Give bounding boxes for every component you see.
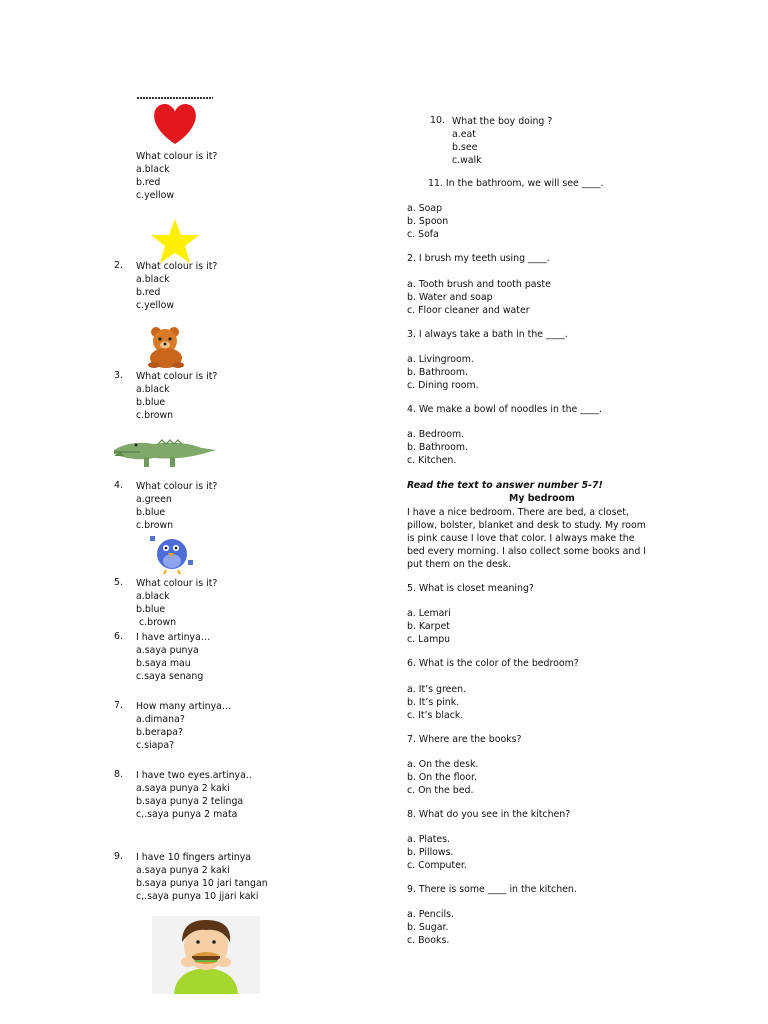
option-c: c.yellow bbox=[136, 300, 175, 311]
question-number-3: 3. bbox=[114, 370, 123, 381]
option-a: a.black bbox=[136, 274, 170, 285]
option-b: b.see bbox=[452, 142, 478, 153]
question-r7: 7. Where are the books? bbox=[407, 734, 522, 745]
heart-icon bbox=[135, 96, 215, 148]
option-b: b. Bathroom. bbox=[407, 367, 468, 378]
question-number-4: 4. bbox=[114, 480, 123, 491]
option-b: b. Karpet bbox=[407, 621, 450, 632]
option-a: a. It’s green. bbox=[407, 684, 467, 695]
option-b: b. Bathroom. bbox=[407, 442, 468, 453]
option-a: a. Plates. bbox=[407, 834, 451, 845]
passage-line: pillow, bolster, blanket and desk to study. My room bbox=[407, 520, 646, 531]
question-r4-options bbox=[407, 428, 468, 467]
question-r2-options bbox=[407, 278, 551, 317]
option-c: c.siapa? bbox=[136, 740, 175, 751]
option-b: b. Pillows. bbox=[407, 847, 454, 858]
option-c: c. Computer. bbox=[407, 860, 467, 871]
question-3: What colour is it? a.black b.blue c.brown bbox=[136, 371, 218, 421]
question-9: I have 10 fingers artinya a.saya punya 2 kaki b.saya punya 10 jari tangan c,.saya punya 10 jjari kaki bbox=[136, 852, 268, 902]
question-1: What colour is it? a.black b.red c.yellow bbox=[136, 151, 218, 201]
option-b: b.saya punya 10 jari tangan bbox=[136, 878, 268, 889]
question-7: How many artinya… a.dimana? b.berapa? c.siapa? bbox=[136, 701, 232, 751]
option-c: c.brown bbox=[136, 617, 177, 628]
option-a: a.dimana? bbox=[136, 714, 185, 725]
option-c: c. Dining room. bbox=[407, 380, 479, 391]
option-b: b.saya mau bbox=[136, 658, 191, 669]
option-b: b. Water and soap bbox=[407, 292, 493, 303]
option-a: a. Bedroom. bbox=[407, 429, 465, 440]
question-number-9: 9. bbox=[114, 851, 123, 862]
option-c: c.brown bbox=[136, 520, 174, 531]
boy-eating-icon bbox=[152, 916, 260, 994]
option-a: a. Soap bbox=[407, 203, 443, 214]
question-2: What colour is it? a.black b.red c.yellow bbox=[136, 261, 218, 311]
option-b: b.saya punya 2 telinga bbox=[136, 796, 244, 807]
option-a: a. Livingroom. bbox=[407, 354, 474, 365]
option-c: c.brown bbox=[136, 410, 174, 421]
option-b: b. On the floor. bbox=[407, 772, 477, 783]
passage-title: My bedroom bbox=[509, 493, 575, 504]
question-11-options bbox=[407, 202, 448, 241]
option-b: b.blue bbox=[136, 507, 166, 518]
option-b: b.blue bbox=[136, 397, 166, 408]
question-5: What colour is it? a.black b.blue c.brown bbox=[136, 578, 218, 628]
question-r2: 2. I brush my teeth using ____. bbox=[407, 253, 550, 264]
option-c: c. Floor cleaner and water bbox=[407, 305, 530, 316]
question-number-2: 2. bbox=[114, 260, 123, 271]
option-a: a.saya punya 2 kaki bbox=[136, 783, 230, 794]
option-b: b. Sugar. bbox=[407, 922, 449, 933]
question-r5-options bbox=[407, 607, 451, 646]
question-number-7: 7. bbox=[114, 700, 123, 711]
option-a: a. Pencils. bbox=[407, 909, 454, 920]
question-8: I have two eyes.artinya.. a.saya punya 2 kaki b.saya punya 2 telinga c,.saya punya 2 mata bbox=[136, 770, 252, 820]
option-a: a.black bbox=[136, 164, 170, 175]
option-c: c.walk bbox=[452, 155, 482, 166]
option-a: a.black bbox=[136, 591, 170, 602]
question-r6: 6. What is the color of the bedroom? bbox=[407, 658, 579, 669]
question-r3: 3. I always take a bath in the ____. bbox=[407, 329, 568, 340]
bird-icon bbox=[150, 534, 194, 576]
question-11: 11. In the bathroom, we will see ____. bbox=[428, 178, 604, 189]
question-r8-options bbox=[407, 833, 467, 872]
option-c: c.saya senang bbox=[136, 671, 204, 682]
passage-line: I have a nice bedroom. There are bed, a closet, bbox=[407, 507, 629, 518]
question-r4: 4. We make a bowl of noodles in the ____. bbox=[407, 404, 603, 415]
question-number-10: 10. bbox=[430, 115, 445, 126]
question-r8: 8. What do you see in the kitchen? bbox=[407, 809, 571, 820]
reading-instruction: Read the text to answer number 5-7! bbox=[407, 480, 603, 491]
option-b: b.berapa? bbox=[136, 727, 183, 738]
option-a: a.green bbox=[136, 494, 172, 505]
option-a: a.eat bbox=[452, 129, 476, 140]
option-b: b.red bbox=[136, 177, 161, 188]
passage-line: bed every morning. I also collect some books and I bbox=[407, 546, 647, 557]
option-c: c,.saya punya 2 mata bbox=[136, 809, 238, 820]
question-r3-options bbox=[407, 353, 479, 392]
question-number-6: 6. bbox=[114, 631, 123, 642]
question-number-8: 8. bbox=[114, 769, 123, 780]
reading-passage bbox=[407, 506, 646, 571]
question-r9: 9. There is some ____ in the kitchen. bbox=[407, 884, 577, 895]
option-c: c.yellow bbox=[136, 190, 175, 201]
option-c: c. Sofa bbox=[407, 229, 439, 240]
question-r5: 5. What is closet meaning? bbox=[407, 583, 534, 594]
option-c: c. Books. bbox=[407, 935, 450, 946]
question-r6-options bbox=[407, 683, 466, 722]
option-c: c. Lampu bbox=[407, 634, 451, 645]
question-r9-options bbox=[407, 908, 454, 947]
passage-line: is pink cause I love that color. I always make the bbox=[407, 533, 635, 544]
option-a: a.saya punya 2 kaki bbox=[136, 865, 230, 876]
question-r7-options bbox=[407, 758, 478, 797]
option-c: c,.saya punya 10 jjari kaki bbox=[136, 891, 259, 902]
option-a: a. Tooth brush and tooth paste bbox=[407, 279, 551, 290]
option-a: a.black bbox=[136, 384, 170, 395]
star-icon bbox=[150, 218, 200, 264]
question-4: What colour is it? a.green b.blue c.brown bbox=[136, 481, 218, 531]
bear-icon bbox=[143, 325, 189, 369]
passage-line: put them on the desk. bbox=[407, 559, 512, 570]
option-b: b. It’s pink. bbox=[407, 697, 460, 708]
option-b: b. Spoon bbox=[407, 216, 449, 227]
option-a: a. Lemari bbox=[407, 608, 451, 619]
question-6: I have artinya… a.saya punya b.saya mau c.saya senang bbox=[136, 632, 211, 682]
option-a: a. On the desk. bbox=[407, 759, 479, 770]
question-10: What the boy doing ? a.eat b.see c.walk bbox=[452, 116, 553, 166]
option-a: a.saya punya bbox=[136, 645, 199, 656]
option-b: b.blue bbox=[136, 604, 166, 615]
crocodile-icon bbox=[110, 430, 220, 472]
option-c: c. Kitchen. bbox=[407, 455, 457, 466]
question-number-5: 5. bbox=[114, 577, 123, 588]
option-b: b.red bbox=[136, 287, 161, 298]
option-c: c. It’s black. bbox=[407, 710, 464, 721]
option-c: c. On the bed. bbox=[407, 785, 474, 796]
